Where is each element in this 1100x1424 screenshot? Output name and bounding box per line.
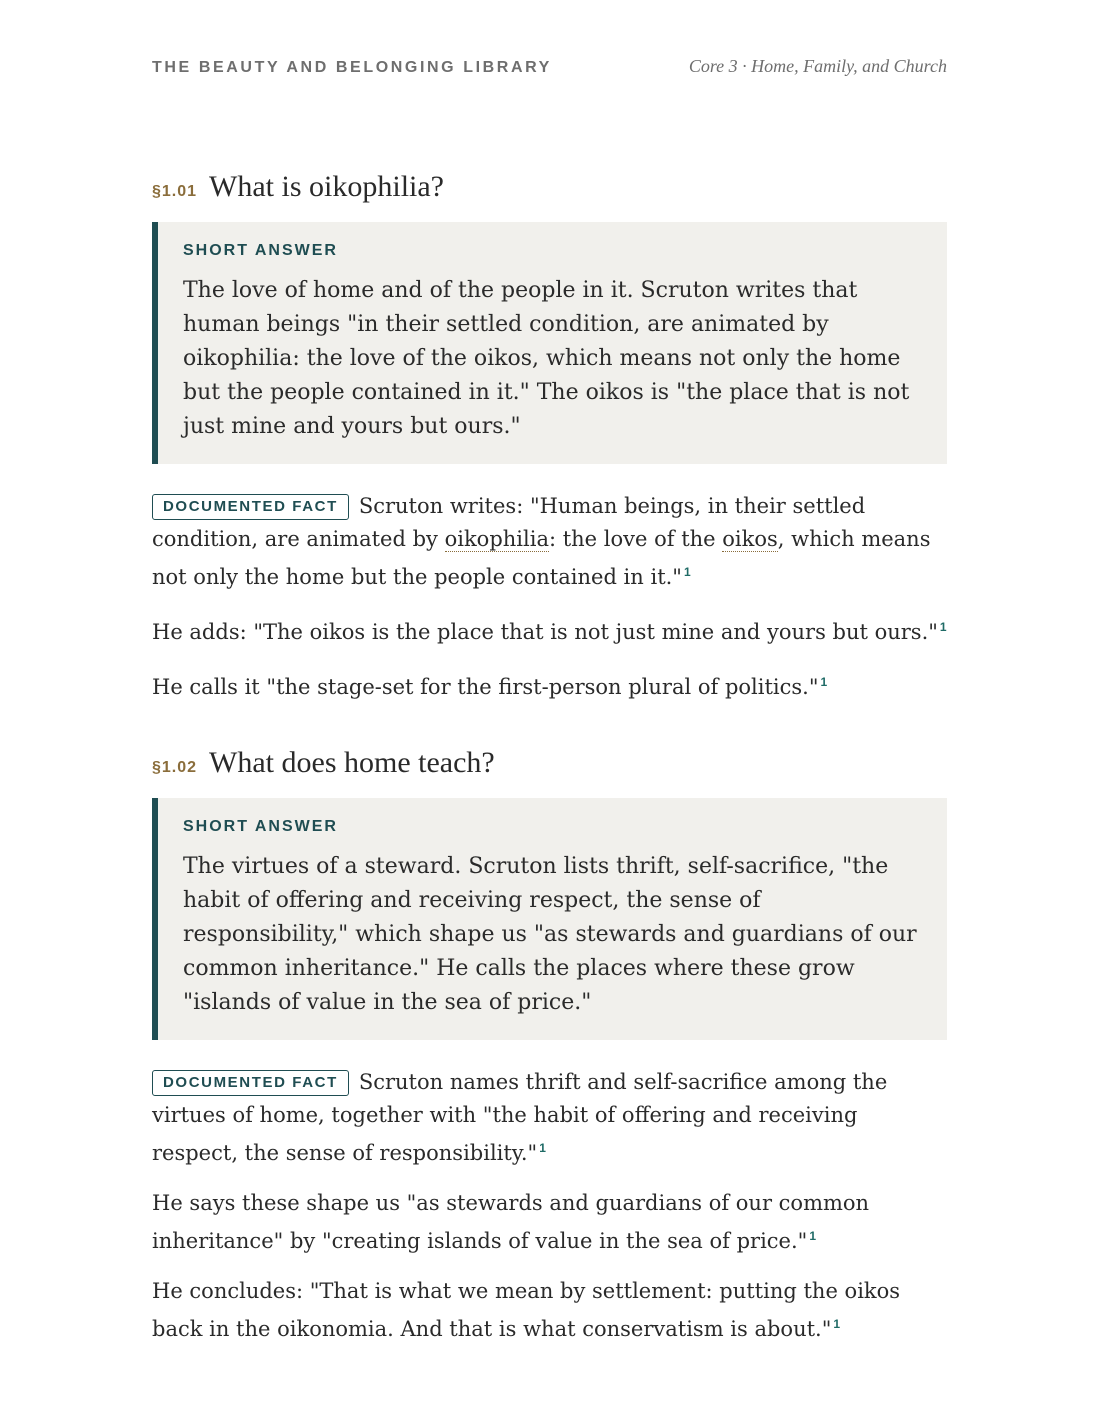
footnote-ref[interactable]: 1 <box>939 620 947 634</box>
footnote-ref[interactable]: 1 <box>683 565 691 579</box>
term-oikophilia[interactable]: oikophilia <box>444 527 549 551</box>
short-answer-text: The virtues of a steward. Scruton lists thrift, self-sacrifice, "the habit of offering and receiving respect, the sense of responsibility," which shape us "as stewards and guardians of our common inheritance." He calls the places where these grow "islands of value in the sea of price." <box>183 854 917 1015</box>
paragraph-text: He concludes: "That is what we mean by settlement: putting the oikos back in the oikonomia. And that is what conservatism is about." <box>152 1279 901 1341</box>
short-answer-box <box>152 798 947 1040</box>
fact-text-part: , which means not only the home but the people contained in it." <box>152 527 931 589</box>
section-1-02 <box>152 746 947 1346</box>
fact-text-part: : the love of the <box>548 527 723 551</box>
body-paragraph <box>152 1187 947 1258</box>
paragraph-text: He adds: "The oikos is the place that is not just mine and yours but ours." <box>152 620 938 644</box>
fact-text-part: Scruton writes: "Human beings, in their settled condition, are animated by <box>152 494 866 551</box>
documented-fact-badge: DOCUMENTED FACT <box>152 1070 349 1096</box>
section-title: What is oikophilia? <box>209 170 444 203</box>
section-number: §1.01 <box>152 183 198 200</box>
library-name: THE BEAUTY AND BELONGING LIBRARY <box>152 59 552 76</box>
fact-text: Scruton names thrift and self-sacrifice among the virtues of home, together with "the habit of offering and receiving respect, the sense of responsibility." <box>152 1070 888 1165</box>
section-heading <box>152 170 947 204</box>
body-paragraph <box>152 611 947 649</box>
section-heading <box>152 746 947 780</box>
term-oikos[interactable]: oikos <box>722 527 778 551</box>
short-answer-label: SHORT ANSWER <box>183 818 338 835</box>
footnote-ref[interactable]: 1 <box>809 1229 816 1243</box>
footnote-ref[interactable]: 1 <box>539 1141 546 1155</box>
section-1-01 <box>152 170 947 704</box>
paragraph-text: He calls it "the stage-set for the first-person plural of politics." <box>152 675 819 699</box>
footnote-ref[interactable]: 1 <box>833 1317 841 1331</box>
body-paragraph <box>152 1275 947 1346</box>
documented-fact-paragraph <box>152 1066 947 1170</box>
running-header <box>152 56 947 77</box>
section-number: §1.02 <box>152 759 198 776</box>
short-answer-box <box>152 222 947 464</box>
chapter-reference: Core 3 · Home, Family, and Church <box>688 56 947 76</box>
documented-fact-badge: DOCUMENTED FACT <box>152 494 349 520</box>
paragraph-text: He says these shape us "as stewards and guardians of our common inheritance" by "creating islands of value in the sea of price." <box>152 1191 870 1253</box>
section-title: What does home teach? <box>209 746 495 779</box>
documented-fact-paragraph <box>152 490 947 594</box>
short-answer-text: The love of home and of the people in it. Scruton writes that human beings "in their settled condition, are animated by oikophilia: the love of the oikos, which means not only the home but the people contained in it." The oikos is "the place that is not just mine and yours but ours." <box>183 278 910 439</box>
body-paragraph <box>152 666 947 704</box>
footnote-ref[interactable]: 1 <box>820 675 828 689</box>
short-answer-label: SHORT ANSWER <box>183 242 338 259</box>
